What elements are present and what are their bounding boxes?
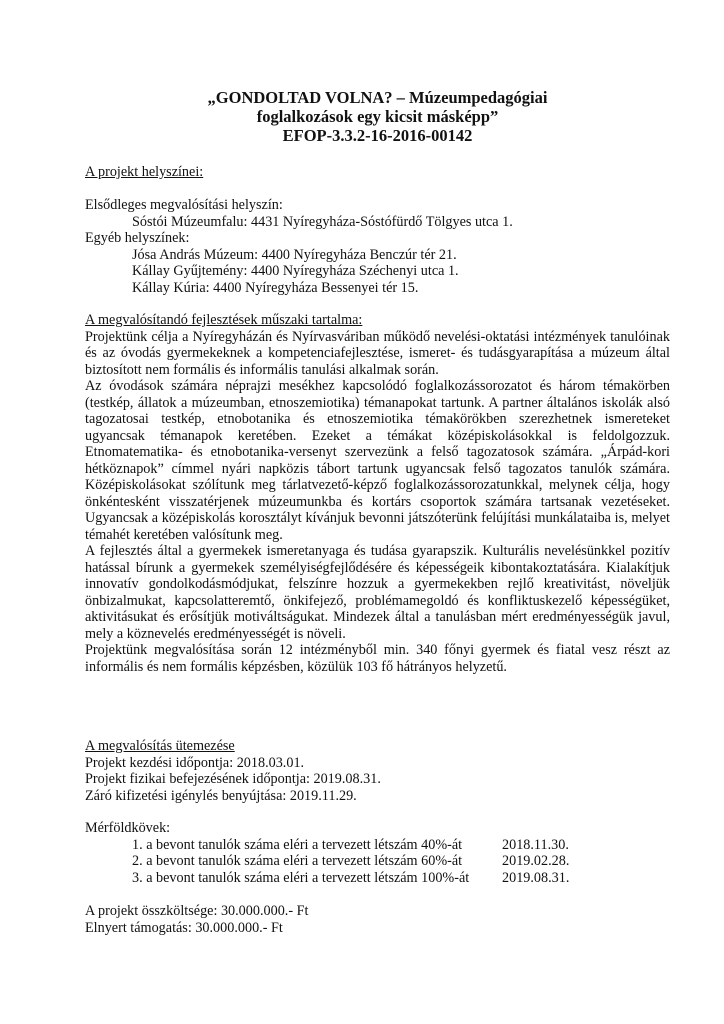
milestone-text: 1. a bevont tanulók száma eléri a tervezett létszám 40%-át <box>132 836 463 853</box>
content-paragraph: Projektünk megvalósítása során 12 intézményből min. 340 főnyi gyermek és fiatal vesz részt az informális és nem formális képzésben, közülük 103 fő hátrányos helyzetű. <box>85 642 670 675</box>
milestone-row <box>85 837 670 854</box>
milestones-heading: Mérföldkövek: <box>85 820 171 836</box>
other-location: Kállay Kúria: 4400 Nyíregyháza Bessenyei tér 15. <box>132 279 419 296</box>
total-cost: A projekt összköltsége: 30.000.000.- Ft <box>85 903 309 919</box>
project-code: EFOP-3.3.2-16-2016-00142 <box>282 126 473 145</box>
content-paragraph: Projektünk célja a Nyíregyházán és Nyírvasváriban működő nevelési-oktatási intézmények tanulóinak és az óvodás gyermekeknek a kompetenciafejlesztése, ismeret- és tudásgyarapítása a múzeum által biztosított nem formális és informális tanulási alkalmak során. <box>85 328 670 378</box>
schedule-item: Záró kifizetési igénylés benyújtása: 2019.11.29. <box>85 787 357 804</box>
milestone-date: 2019.08.31. <box>502 869 570 886</box>
locations-heading: A projekt helyszínei: <box>85 164 204 180</box>
grant-amount: Elnyert támogatás: 30.000.000.- Ft <box>85 919 283 936</box>
schedule-item: Projekt fizikai befejezésének időpontja: 2019.08.31. <box>85 771 381 787</box>
document-title <box>85 88 670 145</box>
title-line-2: foglalkozások egy kicsit másképp” <box>256 107 499 126</box>
milestone-row <box>85 853 670 870</box>
other-location: Jósa András Múzeum: 4400 Nyíregyháza Benczúr tér 21. <box>132 246 457 263</box>
technical-content-section <box>85 312 670 675</box>
locations-section <box>85 164 670 296</box>
title-line-1: „GONDOLTAD VOLNA? – Múzeumpedagógiai <box>207 88 548 107</box>
milestones-section <box>85 820 670 886</box>
primary-location-label: Elsődleges megvalósítási helyszín: <box>85 197 283 213</box>
milestone-date: 2019.02.28. <box>502 853 570 869</box>
milestone-text: 3. a bevont tanulók száma eléri a tervezett létszám 100%-át <box>132 869 470 886</box>
milestone-text: 2. a bevont tanulók száma eléri a tervezett létszám 60%-át <box>132 853 463 869</box>
technical-content-heading: A megvalósítandó fejlesztések műszaki tartalma: <box>85 312 363 328</box>
costs-section <box>85 903 670 936</box>
schedule-heading: A megvalósítás ütemezése <box>85 738 235 754</box>
milestone-row <box>85 870 670 887</box>
other-location: Kállay Gyűjtemény: 4400 Nyíregyháza Széchenyi utca 1. <box>132 263 459 279</box>
content-paragraph: Az óvodások számára néprajzi mesékhez kapcsolódó foglalkozássorozatot és három témakörben (testkép, állatok a múzeumban, etnoszemiotika) témanapokat tartunk. A partner általános iskolák alsó tagozatosai testkép, etnobotanika és etnoszemiotika témakörökben szerezhetnek ismereteket ugyancsak témanapok keretében. Ezeket a témákat középiskolásokkal is feldolgozzuk. Etnomatematika- és etnobotanika-versenyt szervezünk a felső tagozatosok számára. „Árpád-kori hétköznapok” címmel nyári napközis tábort tartunk ugyancsak felső tagozatos tanulók számára. Középiskolásokat szólítunk meg tárlatvezető-képző foglalkozássorozatunkkal, melynek célja, hogy önkéntesként visszatérjenek múzeumunkba és kortárs csoportok számára tartsanak vezetéseket. Ugyancsak a középiskolás korosztályt kívánjuk bevonni játszóterünk felújítási munkálataiba is, melyet témahét keretében valósítunk meg. <box>85 378 670 543</box>
other-locations-label: Egyéb helyszínek: <box>85 230 190 246</box>
schedule-section <box>85 738 670 804</box>
primary-location: Sóstói Múzeumfalu: 4431 Nyíregyháza-Sóstófürdő Tölgyes utca 1. <box>132 213 513 230</box>
milestone-date: 2018.11.30. <box>502 836 569 853</box>
schedule-item: Projekt kezdési időpontja: 2018.03.01. <box>85 754 305 771</box>
content-paragraph: A fejlesztés által a gyermekek ismeretanyaga és tudása gyarapszik. Kulturális nevelésünkkel pozitív hatással bírunk a gyermekek személyiségfejlődésére és képességeik kibontakoztatására. Kialakítjuk innovatív gondolkodásmódjukat, felszínre hozzuk a gyermekekben rejlő kreativitást, növeljük önbizalmukat, kapcsolatteremtő, önkifejező, problémamegoldó és konfliktuskezelő képességüket, aktivitásukat és erősítjük motiváltságukat. Mindezek által a tanulásban mért eredményességük javul, mely a köznevelés eredményességét is növeli. <box>85 543 670 642</box>
